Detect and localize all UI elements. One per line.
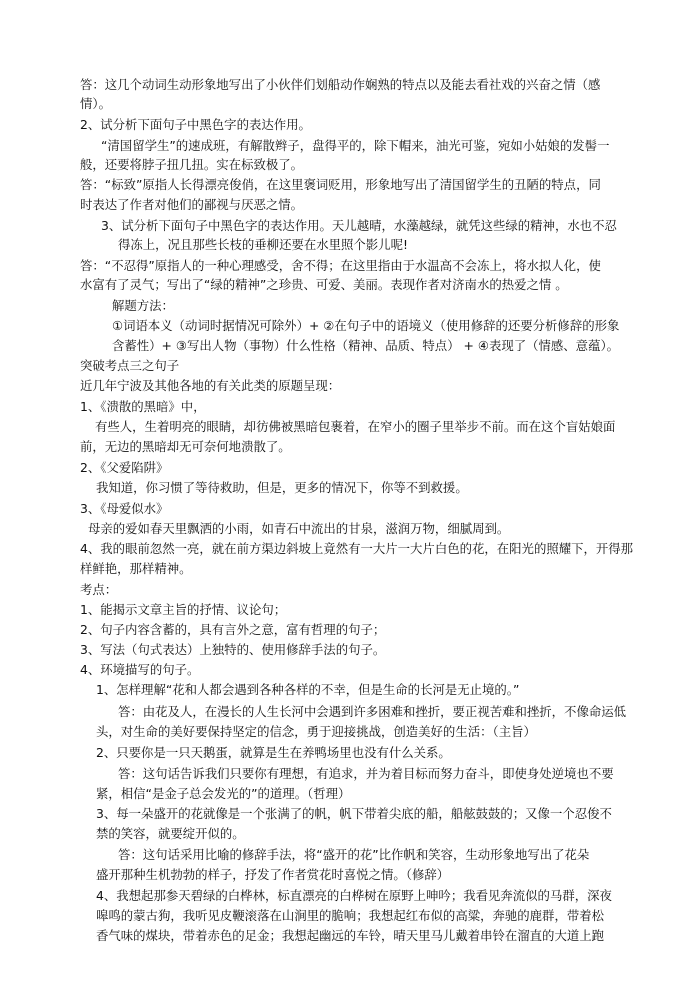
text-line: 嗥鸣的蒙古狗，我听见皮鞭滚落在山涧里的脆响；我想起红布似的高粱，奔驰的鹿群，带着松 bbox=[96, 908, 605, 923]
text-line: 近几年宁波及其他各地的有关此类的原题呈现： bbox=[80, 378, 341, 393]
text-line: 答：这句话告诉我们只要你有理想，有追求，并为着目标而努力奋斗，即使身处逆境也不要 bbox=[118, 766, 614, 781]
text-line: 得冻上，况且那些长枝的垂柳还要在水里照个影儿呢! bbox=[118, 237, 408, 252]
text-line: 答：“不忍得”原指人的一种心理感受，舍不得；在这里指由于水温高不会冻上，将水拟人化，使 bbox=[80, 258, 601, 273]
text-line: 时表达了作者对他们的鄙视与厌恶之情。 bbox=[80, 197, 304, 212]
text-line: “清国留学生”的速成班，有解散辫子，盘得平的，除下帽来，油光可鉴，宛如小姑娘的发髻一 bbox=[101, 138, 610, 153]
text-line: 3、试分析下面句子中黑色字的表达作用。天儿越晴，水藻越绿，就凭这些绿的精神，水也不忍 bbox=[101, 218, 617, 233]
text-line: 1、怎样理解“花和人都会遇到各种各样的不幸，但是生命的长河是无止境的。” bbox=[96, 682, 520, 697]
text-line: 3、每一朵盛开的花就像是一个张满了的帆，帆下带着尖底的船，船舷鼓鼓的；又像一个忍俊不 bbox=[96, 806, 612, 821]
text-line: 2、《父爱陷阱》 bbox=[80, 460, 169, 475]
text-line: 头，对生命的美好要保持坚定的信念，勇于迎接挑战，创造美好的生活：（主旨） bbox=[96, 724, 536, 739]
text-line: 答：“标致”原指人长得漂亮俊俏，在这里褒词贬用，形象地写出了清国留学生的丑陋的特点，同 bbox=[80, 177, 601, 192]
text-line: 3、写法（句式表达）上独特的、使用修辞手法的句子。 bbox=[80, 642, 386, 657]
text-line: 禁的笑容，就要绽开似的。 bbox=[96, 826, 245, 841]
text-line: 母亲的爱如春天里飘洒的小雨，如青石中流出的甘泉，滋润万物，细腻周到。 bbox=[88, 521, 510, 536]
text-line: 紧，相信“是金子总会发光的”的道理。（哲理） bbox=[96, 786, 351, 801]
text-line: 2、只要你是一只天鹅蛋，就算是生在养鸭场里也没有什么关系。 bbox=[96, 745, 451, 760]
text-line: 前，无边的黑暗却无可奈何地溃散了。 bbox=[80, 439, 291, 454]
text-line: 答：这句话采用比喻的修辞手法，将“盛开的花”比作帆和笑容，生动形象地写出了花朵 bbox=[118, 847, 590, 862]
text-line: 有些人，生着明亮的眼睛，却彷佛被黑暗包裹着，在窄小的圈子里举步不前。而在这个盲姑娘面 bbox=[95, 419, 616, 434]
text-line: 4、环境描写的句子。 bbox=[80, 662, 200, 677]
text-line: 般，还要将脖子扭几扭。实在标致极了。 bbox=[80, 157, 304, 172]
text-line: 突破考点三之句子 bbox=[80, 358, 180, 373]
text-line: 香气味的煤块，带着赤色的足金；我想起幽远的车铃，晴天里马儿戴着串铃在溜直的大道上跑 bbox=[96, 928, 605, 943]
text-line: 我知道，你习惯了等待救助，但是，更多的情况下，你等不到救援。 bbox=[96, 480, 468, 495]
text-line: 盛开那种生机勃勃的样子，抒发了作者赏花时喜悦之情。（修辞） bbox=[96, 867, 450, 882]
text-line: 含蓄性）+ ③写出人物（事物）什么性格（精神、品质、特点） + ④表现了（情感、意蕴）。 bbox=[112, 338, 620, 353]
text-line: 4、我想起那参天碧绿的白桦林，标直漂亮的白桦树在原野上呻吟；我看见奔流似的马群，深夜 bbox=[96, 888, 612, 903]
text-line: 情）。 bbox=[80, 96, 111, 111]
text-line: 2、试分析下面句子中黑色字的表达作用。 bbox=[80, 117, 311, 132]
text-line: 解题方法： bbox=[112, 298, 174, 313]
text-line: 答：由花及人，在漫长的人生长河中会遇到许多困难和挫折，要正视苦难和挫折，不像命运低 bbox=[118, 704, 627, 719]
text-line: 水富有了灵气；写出了“绿的精神”之珍贵、可爱、美丽。表现作者对济南水的热爱之情 。 bbox=[80, 277, 568, 292]
text-line: 答：这几个动词生动形象地写出了小伙伴们划船动作娴熟的特点以及能去看社戏的兴奋之情（感 bbox=[80, 77, 601, 92]
text-line: 1、《溃散的黑暗》中， bbox=[80, 399, 206, 414]
text-line: 3、《母爱似水》 bbox=[80, 501, 169, 516]
text-line: 2、句子内容含蓄的，具有言外之意，富有哲理的句子； bbox=[80, 622, 386, 637]
text-line: 4、我的眼前忽然一亮，就在前方渠边斜坡上竟然有一大片一大片白色的花，在阳光的照耀下，开得那 bbox=[80, 541, 634, 556]
text-line: 样鲜艳，那样精神。 bbox=[80, 561, 192, 576]
text-line: 1、能揭示文章主旨的抒情、议论句； bbox=[80, 602, 287, 617]
text-line: 考点： bbox=[80, 582, 118, 597]
text-line: ①词语本义（动词时据情况可除外）+ ②在句子中的语境义（使用修辞的还要分析修辞的形象 bbox=[112, 318, 620, 333]
